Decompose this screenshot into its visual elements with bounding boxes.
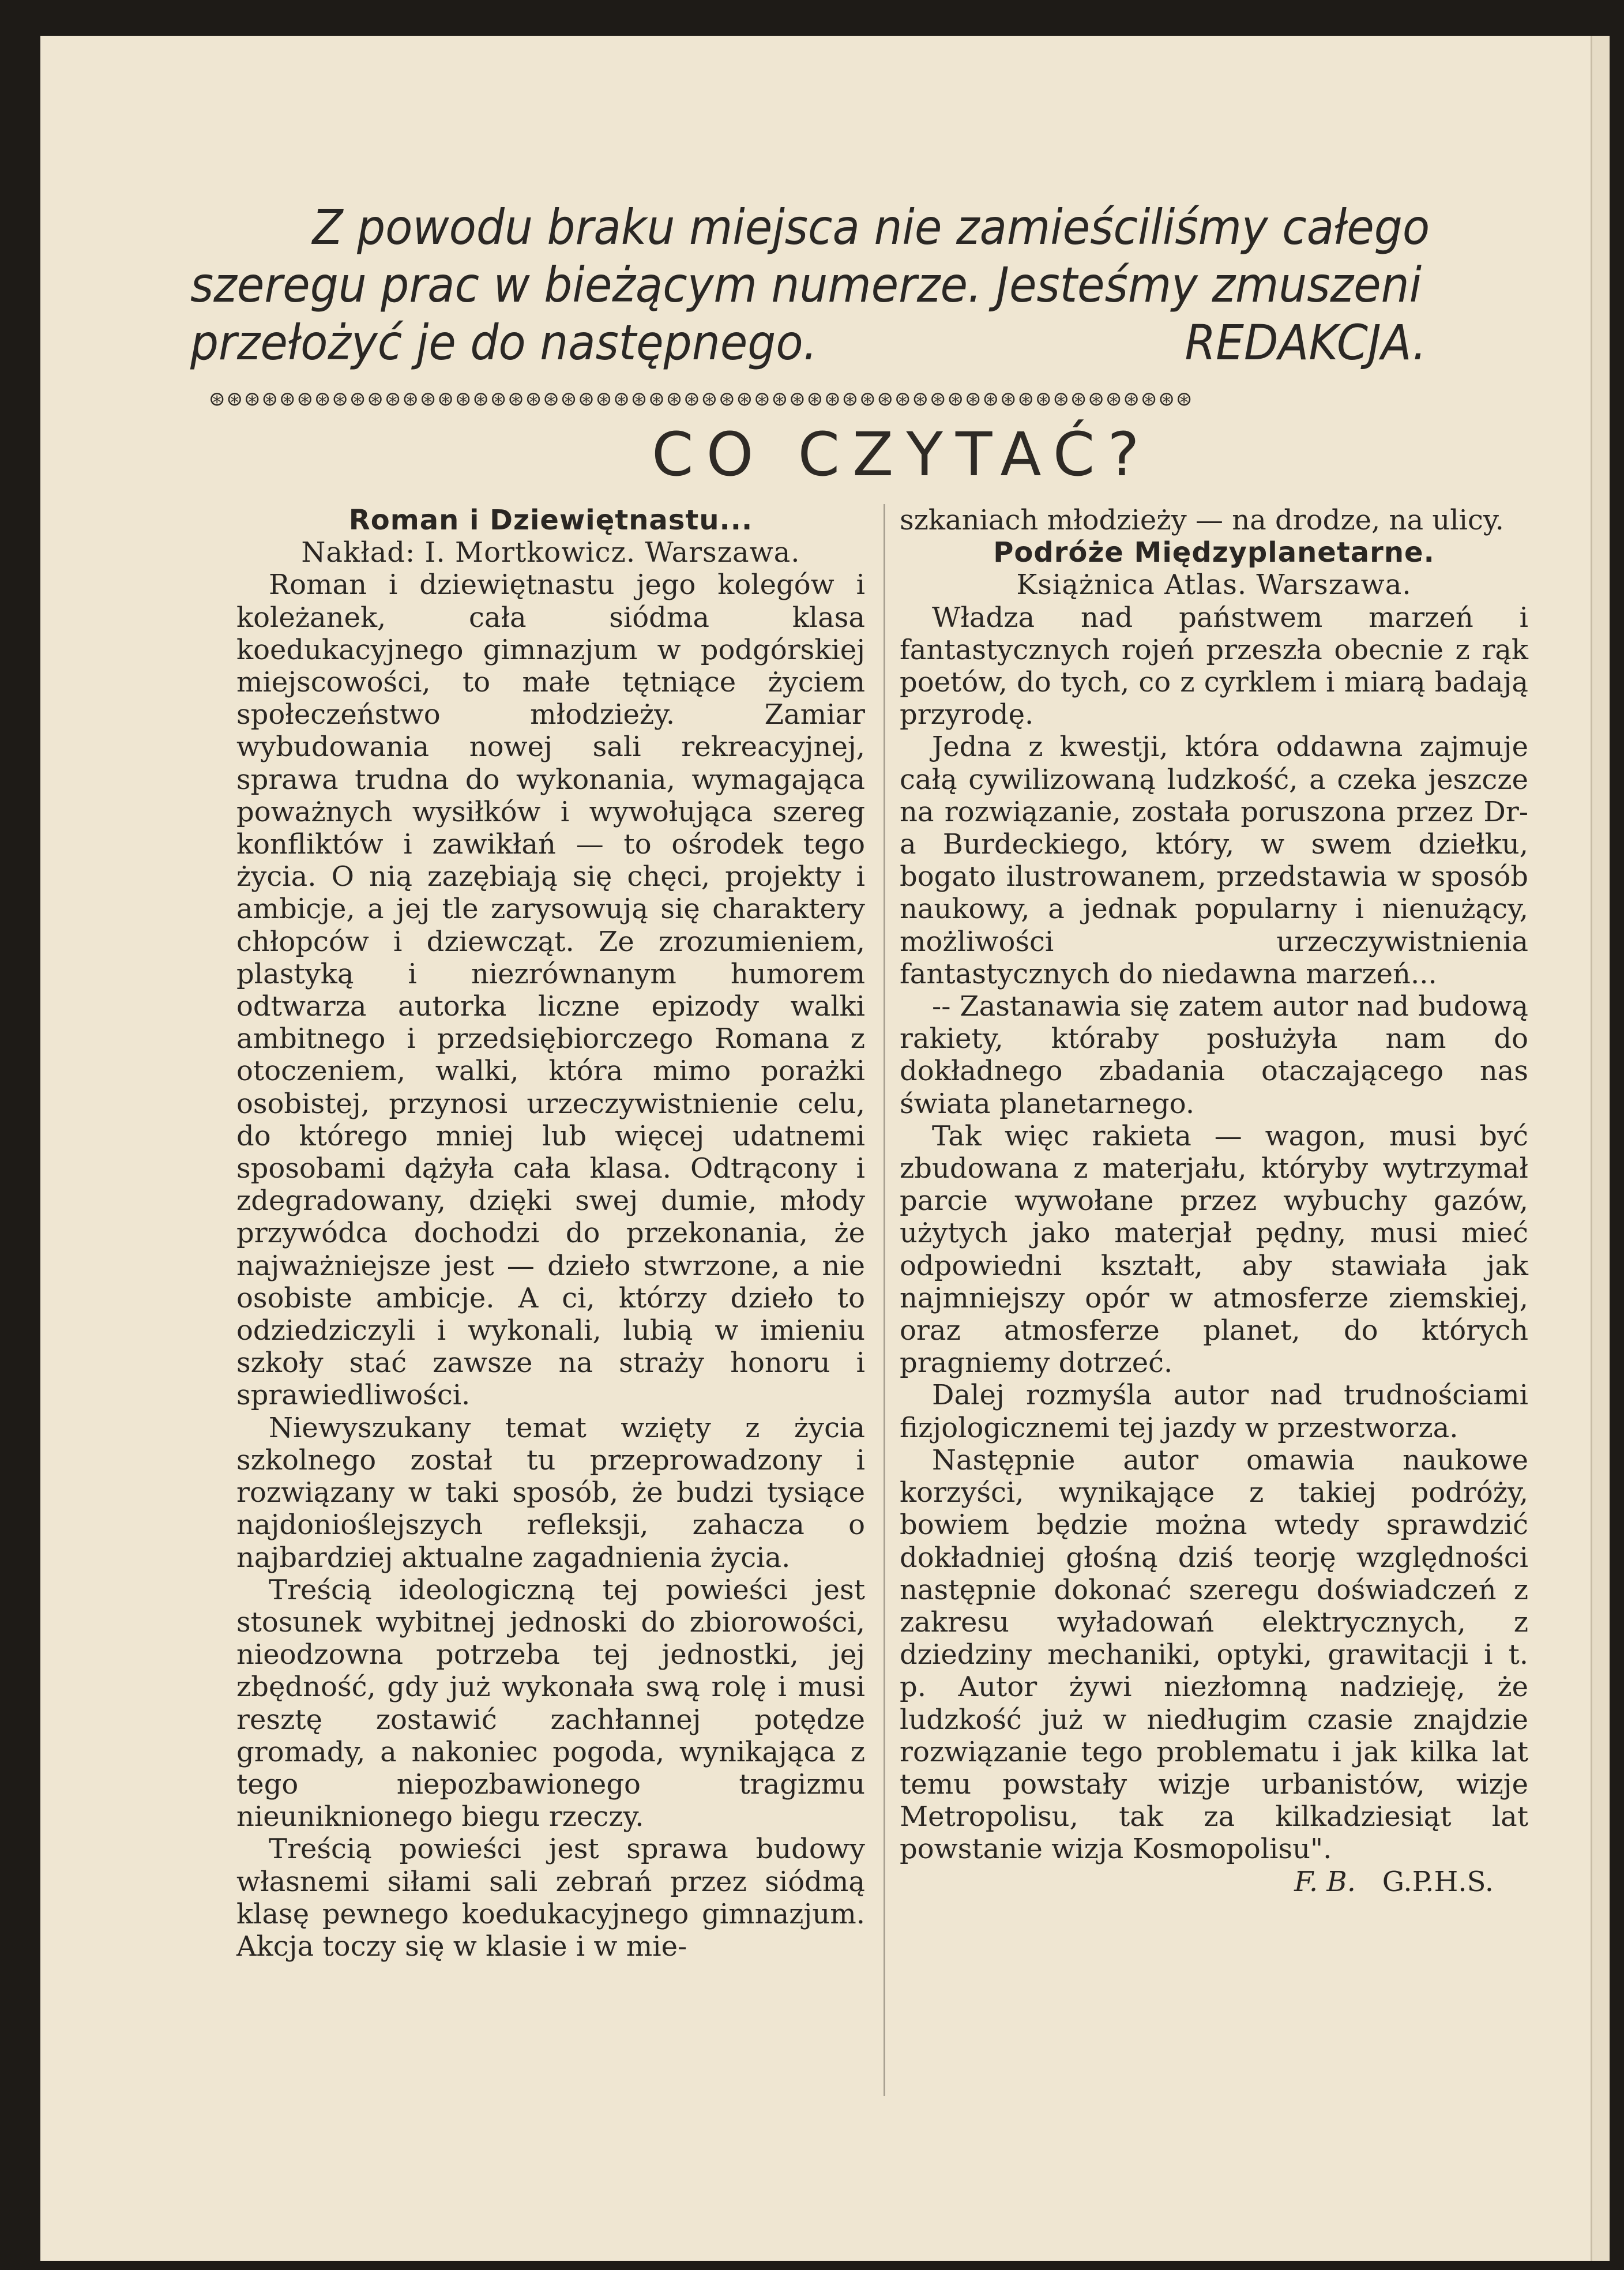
signature-organization: G.P.H.S. [1382, 1865, 1494, 1898]
book-publisher: Nakład: I. Mortkowicz. Warszawa. [301, 536, 800, 569]
right-column [900, 504, 1528, 1898]
notice-line-3: przełożyć je do następnego. [190, 314, 818, 371]
section-title: CO CZYTAĆ? [652, 419, 1152, 490]
editorial-notice [190, 198, 1430, 371]
review-continuation: szkaniach młodzieży — na drodze, na ulicy. [900, 504, 1504, 536]
book-title: Podróże Międzyplanetarne. [993, 536, 1435, 569]
review-paragraph: Roman i dziewiętnastu jego kolegów i koleżanek, cała siódma klasa koedukacyjnego gimnazjum w podgórskiej miejscowości, to małe tętniące życiem społeczeństwo młodzieży. Zamiar wybudowania nowej sali rekreacyjnej, sprawa trudna do wykonania, wymagająca poważnych wysiłków i wywołująca szereg konfliktów i zawikłań — to ośrodek tego życia. O nią zazębiają się chęci, projekty i ambicje, a jej tle zarysowują się charaktery chłopców i dziewcząt. Ze zrozumieniem, plastyką i niezrównanym humorem odtwarza autorka liczne epizody walki ambitnego i przedsiębiorczego Romana z otoczeniem, walki, która mimo porażki osobistej, przynosi urzeczywistnienie celu, do którego mniej lub więcej udatnemi sposobami dążyła cała klasa. Odtrącony i zdegradowany, dzięki swej dumie, młody przywódca dochodzi do przekonania, że najważniejsze jest — dzieło stwrzone, a nie osobiste ambicje. A ci, którzy dzieło to odziedziczyli i wykonali, lubią w imieniu szkoły stać zawsze na straży honoru i sprawiedliwości. [236, 569, 865, 1412]
review-paragraph: Treścią powieści jest sprawa budowy własnemi siłami sali zebrań przez siódmą klasę pewnego koedukacyjnego gimnazjum. Akcja toczy się w klasie i w mie- [236, 1833, 865, 1963]
signature-initials: F. B. [1294, 1865, 1356, 1898]
notice-line-2: szeregu prac w bieżącym numerze. Jesteśmy zmuszeni [190, 257, 1422, 313]
ornamental-divider: ⊛⊛⊛⊛⊛⊛⊛⊛⊛⊛⊛⊛⊛⊛⊛⊛⊛⊛⊛⊛⊛⊛⊛⊛⊛⊛⊛⊛⊛⊛⊛⊛⊛⊛⊛⊛⊛⊛⊛⊛⊛⊛⊛⊛⊛⊛⊛⊛⊛⊛⊛⊛⊛⊛⊛⊛ [209, 388, 1194, 411]
review-paragraph: -- Zastanawia się zatem autor nad budową rakiety, któraby posłużyła nam do dokładnego zbadania otaczającego nas świata planetarnego. [900, 990, 1528, 1120]
page-edge [1591, 36, 1610, 2261]
review-paragraph: Treścią ideologiczną tej powieści jest stosunek wybitnej jednoski do zbiorowości, nieodzowna potrzeba tej jednostki, jej zbędność, gdy już wykonała swą rolę i musi resztę zostawić zachłannej potędze gromady, a nakoniec pogoda, wynikająca z tego niepozbawionego tragizmu nieuniknionego biegu rzeczy. [236, 1573, 865, 1833]
review-signature [900, 1866, 1528, 1898]
review-paragraph: Jedna z kwestji, która oddawna zajmuje całą cywilizowaną ludzkość, a czeka jeszcze na rozwiązanie, została poruszona przez Dr-a Burdeckiego, który, w swem dziełku, bogato ilustrowanem, przedstawia w sposób naukowy, a jednak popularny i nienużący, możliwości urzeczywistnienia fantastycznych do niedawna marzeń... [900, 731, 1528, 990]
review-paragraph: Niewyszukany temat wzięty z życia szkolnego został tu przeprowadzony i rozwiązany w taki sposób, że budzi tysiące najdonioślejszych refleksji, zahacza o najbardziej aktualne zagadnienia życia. [236, 1411, 865, 1574]
left-column [236, 504, 865, 1963]
column-divider [884, 504, 885, 2096]
book-publisher: Książnica Atlas. Warszawa. [1016, 569, 1412, 602]
notice-signature: REDAKCJA. [1185, 314, 1427, 371]
review-paragraph: Tak więc rakieta — wagon, musi być zbudowana z materjału, któryby wytrzymał parcie wywołane przez wybuchy gazów, użytych jako materjał pędny, musi mieć odpowiedni kształt, aby stawiała jak najmniejszy opór w atmosferze ziemskiej, oraz atmosferze planet, do których pragniemy dotrzeć. [900, 1119, 1528, 1380]
book-title: Roman i Dziewiętnastu... [348, 504, 753, 536]
notice-line-1: Z powodu braku miejsca nie zamieściliśmy całego [312, 199, 1430, 255]
review-paragraph: Władza nad państwem marzeń i fantastycznych rojeń przeszła obecnie z rąk poetów, do tych, co z cyrklem i miarą badają przyrodę. [900, 601, 1528, 731]
review-paragraph: Dalej rozmyśla autor nad trudnościami fizjologicznemi tej jazdy w przestworza. [900, 1379, 1528, 1444]
document-page [40, 36, 1591, 2261]
review-paragraph: Następnie autor omawia naukowe korzyści, wynikające z takiej podróży, bowiem będzie można wtedy sprawdzić dokładniej głośną dziś teorję względności następnie dokonać szeregu doświadczeń z zakresu wyładowań elektrycznych, z dziedziny mechaniki, optyki, grawitacji i t. p. Autor żywi niezłomną nadzieję, że ludzkość już w niedługim czasie znajdzie rozwiązanie tego problematu i jak kilka lat temu powstały wizje urbanistów, wizje Metropolisu, tak za kilkadziesiąt lat powstanie wizja Kosmopolisu". [900, 1444, 1528, 1866]
